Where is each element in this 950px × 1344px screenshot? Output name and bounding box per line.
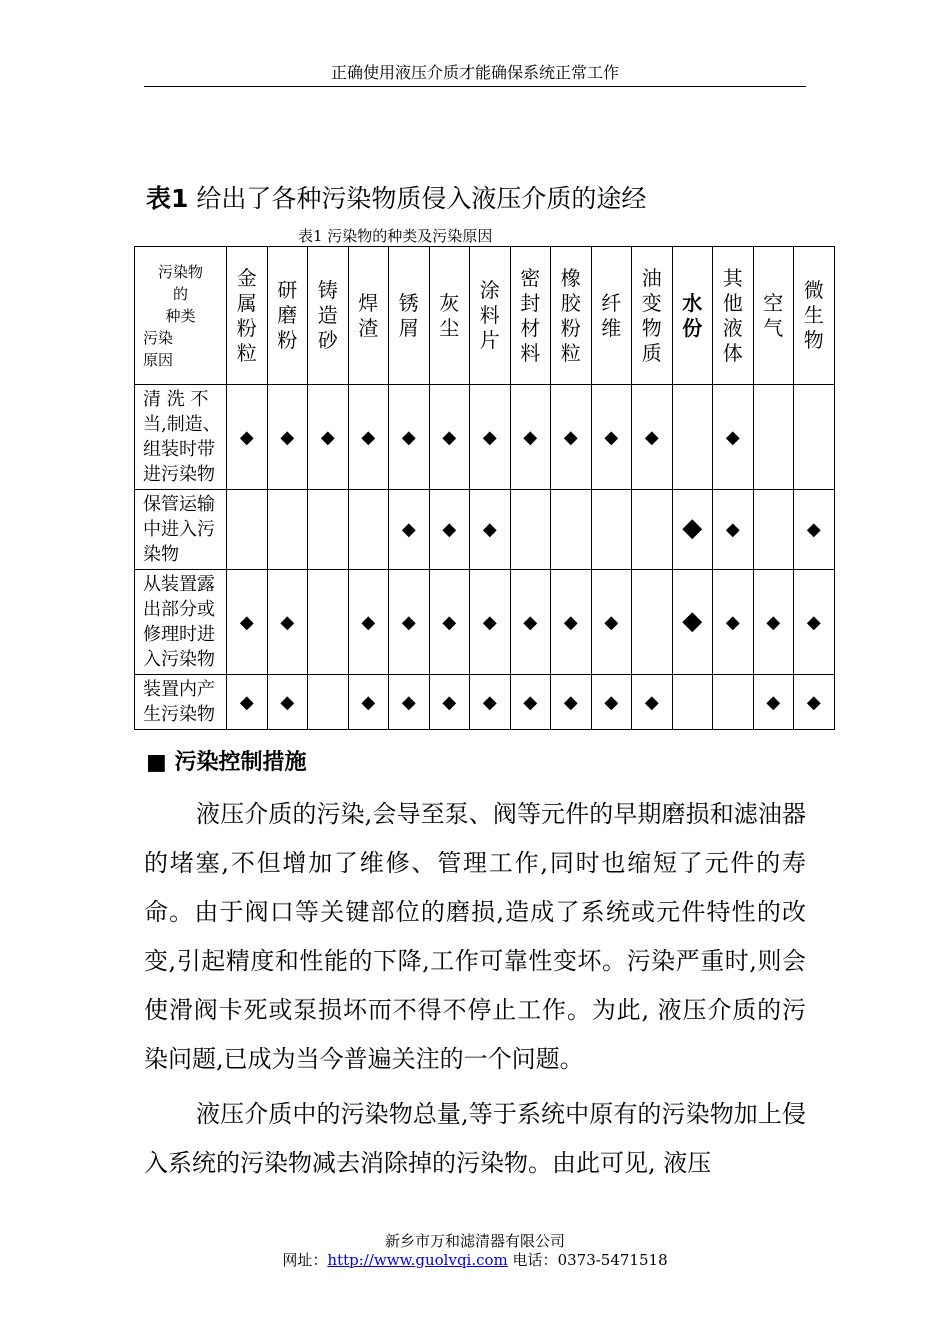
heading-label: 表1 [146, 184, 189, 213]
table-cell [510, 385, 551, 490]
table-cell [753, 385, 794, 490]
column-header-label: 纤 维 [601, 290, 622, 340]
table-cell [227, 385, 268, 490]
column-header [429, 247, 470, 385]
table-cell [227, 675, 268, 730]
table-cell [794, 490, 835, 570]
table-cell [753, 570, 794, 675]
table-cell [794, 385, 835, 490]
table-cell [227, 490, 268, 570]
table-cell [591, 385, 632, 490]
diamond-mark-icon: ◆ [401, 519, 416, 540]
table-cell [429, 570, 470, 675]
column-header [713, 247, 754, 385]
table-cell [632, 490, 673, 570]
table-cell [308, 675, 349, 730]
table-cell [551, 675, 592, 730]
column-header-label: 油变物质 [641, 265, 662, 365]
table-cell [267, 570, 308, 675]
table-cell [429, 490, 470, 570]
table-cell [470, 385, 511, 490]
table-cell [632, 385, 673, 490]
paragraph: 液压介质的污染,会导至泵、阀等元件的早期磨损和滤油器的堵塞,不但增加了维修、管理工作,同时也缩短了元件的寿命。由于阀口等关键部位的磨损,造成了系统或元件特性的改变,引起精度和性能的下降,工作可靠性变坏。污染严重时,则会使滑阀卡死或泵损坏而不得不停止工作。为此, 液压介质的污染问题,已成为当今普遍关注的一个问题。 [144, 800, 806, 1073]
column-header [591, 247, 632, 385]
table-cell [308, 490, 349, 570]
footer-phone: 0373-5471518 [557, 1251, 668, 1269]
diamond-mark-icon: ◆ [725, 611, 740, 633]
table-cell [389, 490, 430, 570]
table-cell [591, 675, 632, 730]
corner-top-line: 种类 [165, 306, 196, 325]
column-header-label: 密封材料 [520, 265, 541, 365]
diamond-mark-icon: ◆ [523, 611, 538, 633]
diamond-mark-icon: ◆ [604, 611, 619, 633]
column-header-label: 水 份 [682, 290, 703, 340]
column-header-label: 锈 屑 [398, 290, 419, 340]
column-header [672, 247, 713, 385]
table-cell [429, 385, 470, 490]
table-cell [470, 675, 511, 730]
table-cell [632, 570, 673, 675]
table-cell [794, 570, 835, 675]
row-header: 清 洗 不当,制造、组装时带进污染物 [135, 385, 227, 490]
row-header: 保管运输中进入污染物 [135, 490, 227, 570]
table-cell [267, 385, 308, 490]
table-cell [632, 675, 673, 730]
table-cell [713, 570, 754, 675]
column-header-label: 灰 尘 [439, 290, 460, 340]
table-cell [753, 490, 794, 570]
table-cell [591, 570, 632, 675]
diamond-mark-icon: ◆ [523, 426, 538, 448]
diamond-mark-icon: ◆ [442, 426, 457, 448]
table-cell [510, 490, 551, 570]
column-header [348, 247, 389, 385]
diamond-mark-icon: ◆ [563, 611, 578, 633]
table-cell [672, 675, 713, 730]
table-cell [267, 490, 308, 570]
diamond-mark-icon: ◆ [482, 519, 497, 540]
table-heading [146, 182, 646, 216]
table-cell [389, 385, 430, 490]
section-title: ■ 污染控制措施 [146, 750, 307, 775]
table-cell [551, 385, 592, 490]
diamond-mark-icon: ◆ [766, 691, 781, 713]
table-cell [713, 385, 754, 490]
page-footer [0, 1232, 950, 1270]
diamond-mark-icon: ◆ [442, 519, 457, 540]
table-cell [672, 570, 713, 675]
heading-text: 给出了各种污染物质侵入液压介质的途经 [188, 184, 647, 213]
table-cell [510, 570, 551, 675]
diamond-mark-icon: ◆ [644, 691, 659, 713]
diamond-mark-icon: ◆ [766, 611, 781, 633]
column-header-label: 微生物 [803, 278, 824, 352]
corner-top-line: 污染物 [157, 262, 203, 281]
column-header [794, 247, 835, 385]
diamond-mark-icon: ◆ [280, 426, 295, 448]
table-cell [794, 675, 835, 730]
column-header [510, 247, 551, 385]
table-cell [308, 570, 349, 675]
table-cell [227, 570, 268, 675]
column-header [308, 247, 349, 385]
column-header-label: 其他液体 [722, 265, 743, 365]
diamond-mark-icon: ◆ [482, 691, 497, 713]
corner-bottom-line: 污染 [143, 328, 174, 347]
column-header [632, 247, 673, 385]
row-header: 装置内产生污染物 [135, 675, 227, 730]
table-cell [713, 490, 754, 570]
table-row [135, 385, 835, 490]
column-header [470, 247, 511, 385]
diamond-mark-icon: ◆ [401, 611, 416, 633]
row-header: 从装置露出部分或修理时进入污染物 [135, 570, 227, 675]
table-cell [348, 675, 389, 730]
column-header [389, 247, 430, 385]
footer-url-label: 网址： [282, 1251, 328, 1269]
table-row [135, 570, 835, 675]
diamond-mark-icon: ◆ [442, 611, 457, 633]
table-cell [308, 385, 349, 490]
diamond-mark-icon: ◆ [523, 691, 538, 713]
table-row [135, 490, 835, 570]
diamond-mark-icon: ◆ [725, 426, 740, 448]
table-row [135, 675, 835, 730]
column-header-label: 焊 渣 [358, 290, 379, 340]
table-corner-cell [135, 247, 227, 385]
table-cell [551, 570, 592, 675]
diamond-mark-icon: ◆ [280, 611, 295, 633]
corner-bottom-line: 原因 [143, 350, 174, 369]
footer-contact [0, 1251, 950, 1270]
contamination-table [134, 246, 835, 730]
diamond-mark-icon: ◆ [604, 426, 619, 448]
column-header [551, 247, 592, 385]
diamond-mark-icon: ◆ [806, 519, 821, 540]
table-cell [348, 490, 389, 570]
table-cell [389, 570, 430, 675]
table-cell [753, 675, 794, 730]
table-cell [551, 490, 592, 570]
table-cell [348, 570, 389, 675]
website-link[interactable]: http://www.guolvqi.com [327, 1251, 508, 1269]
paragraph: 液压介质中的污染物总量,等于系统中原有的污染物加上侵入系统的污染物减去消除掉的污染物。由此可见, 液压 [144, 1100, 806, 1177]
column-header-label: 橡胶粉粒 [560, 265, 581, 365]
diamond-mark-icon: ◆ [401, 426, 416, 448]
column-header-label: 空 气 [763, 290, 784, 340]
table-cell [591, 490, 632, 570]
diamond-mark-icon: ◆ [682, 513, 703, 543]
column-header [267, 247, 308, 385]
page-header: 正确使用液压介质才能确保系统正常工作 [144, 62, 806, 87]
diamond-mark-icon: ◆ [806, 691, 821, 713]
corner-top-label [135, 261, 226, 327]
diamond-mark-icon: ◆ [806, 611, 821, 633]
table-cell [672, 385, 713, 490]
diamond-mark-icon: ◆ [682, 605, 703, 636]
table-cell [267, 675, 308, 730]
table-cell [389, 675, 430, 730]
diamond-mark-icon: ◆ [320, 426, 335, 448]
column-header-label: 涂料片 [479, 278, 500, 352]
footer-company: 新乡市万和滤清器有限公司 [384, 1232, 565, 1250]
corner-top-line: 的 [172, 284, 188, 303]
diamond-mark-icon: ◆ [361, 691, 376, 713]
diamond-mark-icon: ◆ [239, 691, 254, 713]
diamond-mark-icon: ◆ [239, 426, 254, 448]
diamond-mark-icon: ◆ [725, 519, 740, 540]
diamond-mark-icon: ◆ [563, 426, 578, 448]
table-cell [713, 675, 754, 730]
column-header-label: 金属粉粒 [236, 265, 257, 365]
diamond-mark-icon: ◆ [361, 611, 376, 633]
table-header-row [135, 247, 835, 385]
diamond-mark-icon: ◆ [482, 611, 497, 633]
table-caption: 表1 污染物的种类及污染原因 [298, 227, 493, 245]
diamond-mark-icon: ◆ [442, 691, 457, 713]
table-cell [470, 570, 511, 675]
table-cell [348, 385, 389, 490]
diamond-mark-icon: ◆ [482, 426, 497, 448]
diamond-mark-icon: ◆ [563, 691, 578, 713]
diamond-mark-icon: ◆ [644, 426, 659, 448]
table-cell [429, 675, 470, 730]
column-header [227, 247, 268, 385]
corner-bottom-label [135, 327, 226, 371]
column-header-label: 研磨粉 [277, 278, 298, 352]
footer-phone-label: 电话： [507, 1251, 558, 1269]
table-cell [470, 490, 511, 570]
diamond-mark-icon: ◆ [604, 691, 619, 713]
diamond-mark-icon: ◆ [280, 691, 295, 713]
diamond-mark-icon: ◆ [361, 426, 376, 448]
table-body [135, 385, 835, 730]
table-cell [510, 675, 551, 730]
diamond-mark-icon: ◆ [239, 611, 254, 633]
diamond-mark-icon: ◆ [401, 691, 416, 713]
column-header-label: 铸造砂 [317, 278, 338, 352]
column-header [753, 247, 794, 385]
table-cell [672, 490, 713, 570]
